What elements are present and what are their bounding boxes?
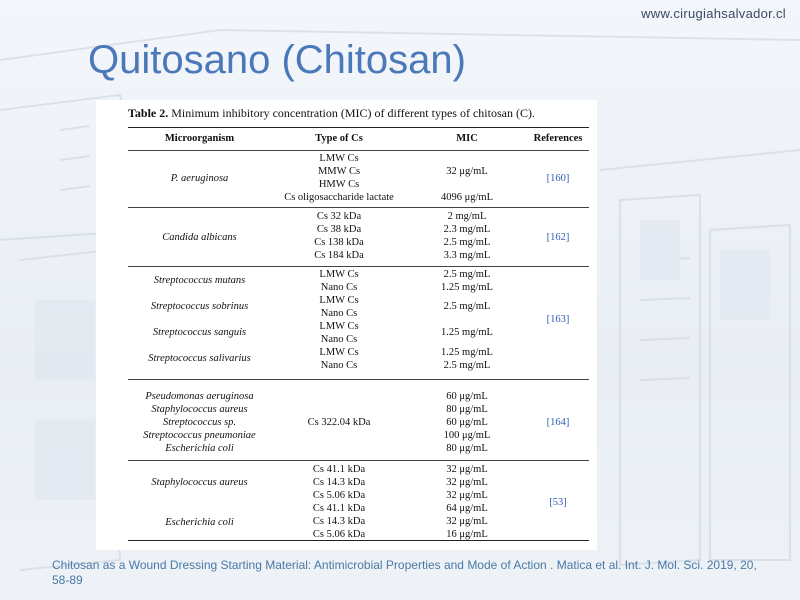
table-bottom-rule [128,540,589,541]
cs-type: HMW Cs [318,179,360,190]
organism-name: Escherichia coli [165,443,234,454]
table-group [128,207,589,266]
mic-value: 2 mg/mL [447,211,487,222]
mic-value: 2.3 mg/mL [443,224,491,235]
site-url: www.cirugiahsalvador.cl [641,6,786,21]
cs-type: Cs 38 kDa [316,224,362,235]
mic-value: 32 μg/mL [446,477,488,488]
organism-name: Streptococcus salivarius [148,353,251,364]
organism-name: Streptococcus sp. [162,417,237,428]
table-figure [96,100,597,550]
mic-value: 2.5 mg/mL [443,360,491,371]
mic-value: 60 μg/mL [446,417,488,428]
organism-name: Streptococcus sobrinus [150,301,249,312]
header-mic: MIC [456,133,478,144]
header-type: Type of Cs [315,133,363,144]
reference-number: 53 [552,497,564,508]
mic-value: 2.5 mg/mL [443,301,491,312]
cs-type: Cs 322.04 kDa [307,417,371,428]
citation-footer: Chitosan as a Wound Dressing Starting Material: Antimicrobial Properties and Mode of Action . Matica et al. Int. J. Mol. Sci. 2019, 20, 58-89 [52,558,757,587]
cs-type: LMW Cs [319,153,359,164]
mic-value: 2.5 mg/mL [443,237,491,248]
mic-value: 3.3 mg/mL [443,250,491,261]
mic-value: 32 μg/mL [446,516,488,527]
cs-type: Cs 184 kDa [314,250,364,261]
header-microorganism: Microorganism [164,133,235,144]
mic-value: 32 μg/mL [446,166,488,177]
organism-name: Escherichia coli [165,517,234,528]
cs-type: Cs 32 kDa [316,211,362,222]
mic-value: 16 μg/mL [446,529,488,540]
reference-link[interactable]: [164] [546,417,570,428]
table-group [128,460,589,543]
reference-number: 160 [550,173,566,184]
reference-link[interactable]: [160] [546,173,570,184]
mic-value: 1.25 mg/mL [441,327,493,338]
mic-table [128,128,589,543]
reference-number: 162 [550,232,566,243]
cs-type: Cs 138 kDa [314,237,364,248]
mic-value: 80 μg/mL [446,443,488,454]
slide-title: Quitosano (Chitosan) [88,38,466,82]
organism-name: Streptococcus mutans [153,275,246,286]
cs-type: Cs 41.1 kDa [312,503,366,514]
cs-type: Nano Cs [320,334,358,345]
organism-name: Streptococcus sanguis [152,327,247,338]
cs-type: Cs 5.06 kDa [312,490,366,501]
cs-type: LMW Cs [319,347,359,358]
mic-value: 80 μg/mL [446,404,488,415]
mic-value: 64 μg/mL [446,503,488,514]
mic-value: 32 μg/mL [446,490,488,501]
cs-type: Nano Cs [320,308,358,319]
mic-value: 1.25 mg/mL [441,347,493,358]
organism-name: Candida albicans [162,232,237,243]
cs-type: LMW Cs [319,321,359,332]
cs-type: Cs 14.3 kDa [312,516,366,527]
table-caption-label: Table 2. [128,106,169,120]
cs-type: Cs 14.3 kDa [312,477,366,488]
reference-link[interactable]: [162] [546,232,570,243]
table-caption-text: Minimum inhibitory concentration (MIC) of different types of chitosan (C). [171,106,535,120]
mic-value: 60 μg/mL [446,391,488,402]
mic-value: 1.25 mg/mL [441,282,493,293]
table-caption [128,106,593,121]
organism-name: Streptococcus pneumoniae [143,430,256,441]
reference-link[interactable]: [53] [549,497,567,508]
cs-type: Cs 41.1 kDa [312,464,366,475]
organism-name: Staphylococcus aureus [151,404,248,415]
mic-value: 100 μg/mL [443,430,491,441]
cs-type: LMW Cs [319,269,359,280]
table-header-row [128,128,589,150]
cs-type: Nano Cs [320,360,358,371]
mic-value: 2.5 mg/mL [443,269,491,280]
cs-type: Cs oligosaccharide lactate [284,192,394,203]
reference-link[interactable]: [163] [546,314,570,325]
organism-name: Pseudomonas aeruginosa [145,391,254,402]
mic-value: 32 μg/mL [446,464,488,475]
organism-name: P. aeruginosa [170,173,229,184]
reference-number: 163 [550,314,566,325]
organism-name: Staphylococcus aureus [151,477,248,488]
reference-number: 164 [550,417,566,428]
cs-type: Cs 5.06 kDa [312,529,366,540]
cs-type: Nano Cs [320,282,358,293]
table-group [128,379,589,460]
header-references: References [533,133,583,144]
cs-type: MMW Cs [317,166,361,177]
table-group [128,266,589,379]
table-group [128,150,589,207]
cs-type: LMW Cs [319,295,359,306]
mic-value: 4096 μg/mL [440,192,493,203]
